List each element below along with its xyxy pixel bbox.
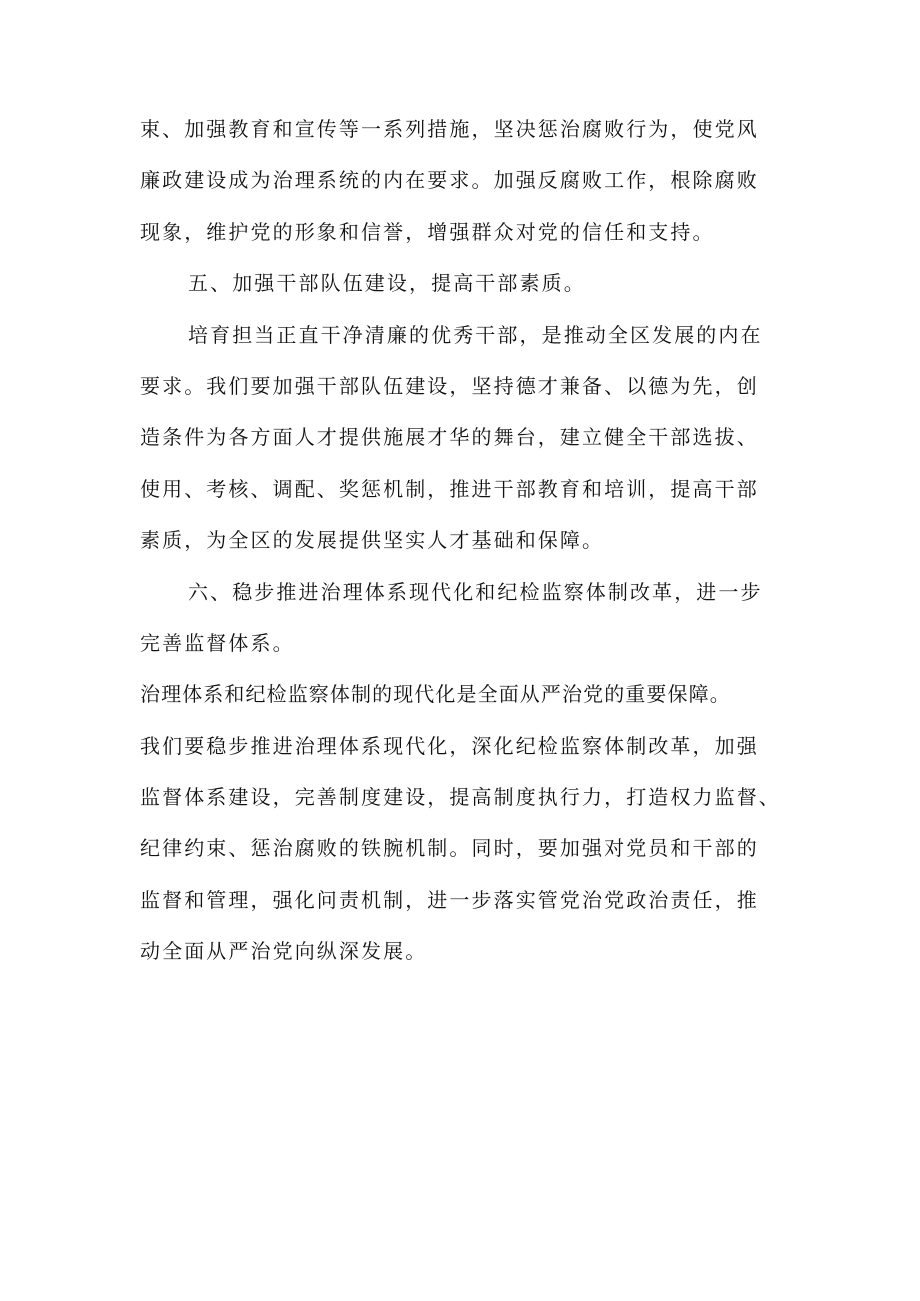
- section-heading-six-continued: 完善监督体系。: [140, 630, 295, 655]
- paragraph-line: 现象，维护党的形象和信誉，增强群众对党的信任和支持。: [140, 219, 715, 244]
- section-heading-six: 六、稳步推进治理体系现代化和纪检监察体制改革，进一步: [188, 579, 763, 604]
- paragraph-line: 监督和管理，强化问责机制，进一步落实管党治党政治责任，推: [140, 887, 759, 912]
- document-body: [140, 104, 790, 978]
- paragraph-line: 培育担当正直干净清廉的优秀干部，是推动全区发展的内在: [188, 322, 763, 347]
- paragraph-line: 纪律约束、惩治腐败的铁腕机制。同时，要加强对党员和干部的: [140, 836, 759, 861]
- paragraph-line: 束、加强教育和宣传等一系列措施，坚决惩治腐败行为，使党风: [140, 117, 759, 141]
- paragraph-line: 廉政建设成为治理系统的内在要求。加强反腐败工作，根除腐败: [140, 168, 759, 193]
- paragraph-line: 监督体系建设，完善制度建设，提高制度执行力，打造权力监督、: [140, 785, 781, 810]
- section-heading-five: 五、加强干部队伍建设，提高干部素质。: [188, 271, 586, 296]
- paragraph-line: 使用、考核、调配、奖惩机制，推进干部教育和培训，提高干部: [140, 476, 759, 501]
- paragraph-line: 我们要稳步推进治理体系现代化，深化纪检监察体制改革，加强: [140, 733, 759, 758]
- paragraph-line: 治理体系和纪检监察体制的现代化是全面从严治党的重要保障。: [140, 682, 731, 707]
- paragraph-line: 素质，为全区的发展提供坚实人才基础和保障。: [140, 528, 605, 553]
- paragraph-line: 要求。我们要加强干部队伍建设，坚持德才兼备、以德为先，创: [140, 373, 759, 398]
- paragraph-line: 动全面从严治党向纵深发展。: [140, 939, 428, 964]
- paragraph-line: 造条件为各方面人才提供施展才华的舞台，建立健全干部选拔、: [140, 425, 759, 450]
